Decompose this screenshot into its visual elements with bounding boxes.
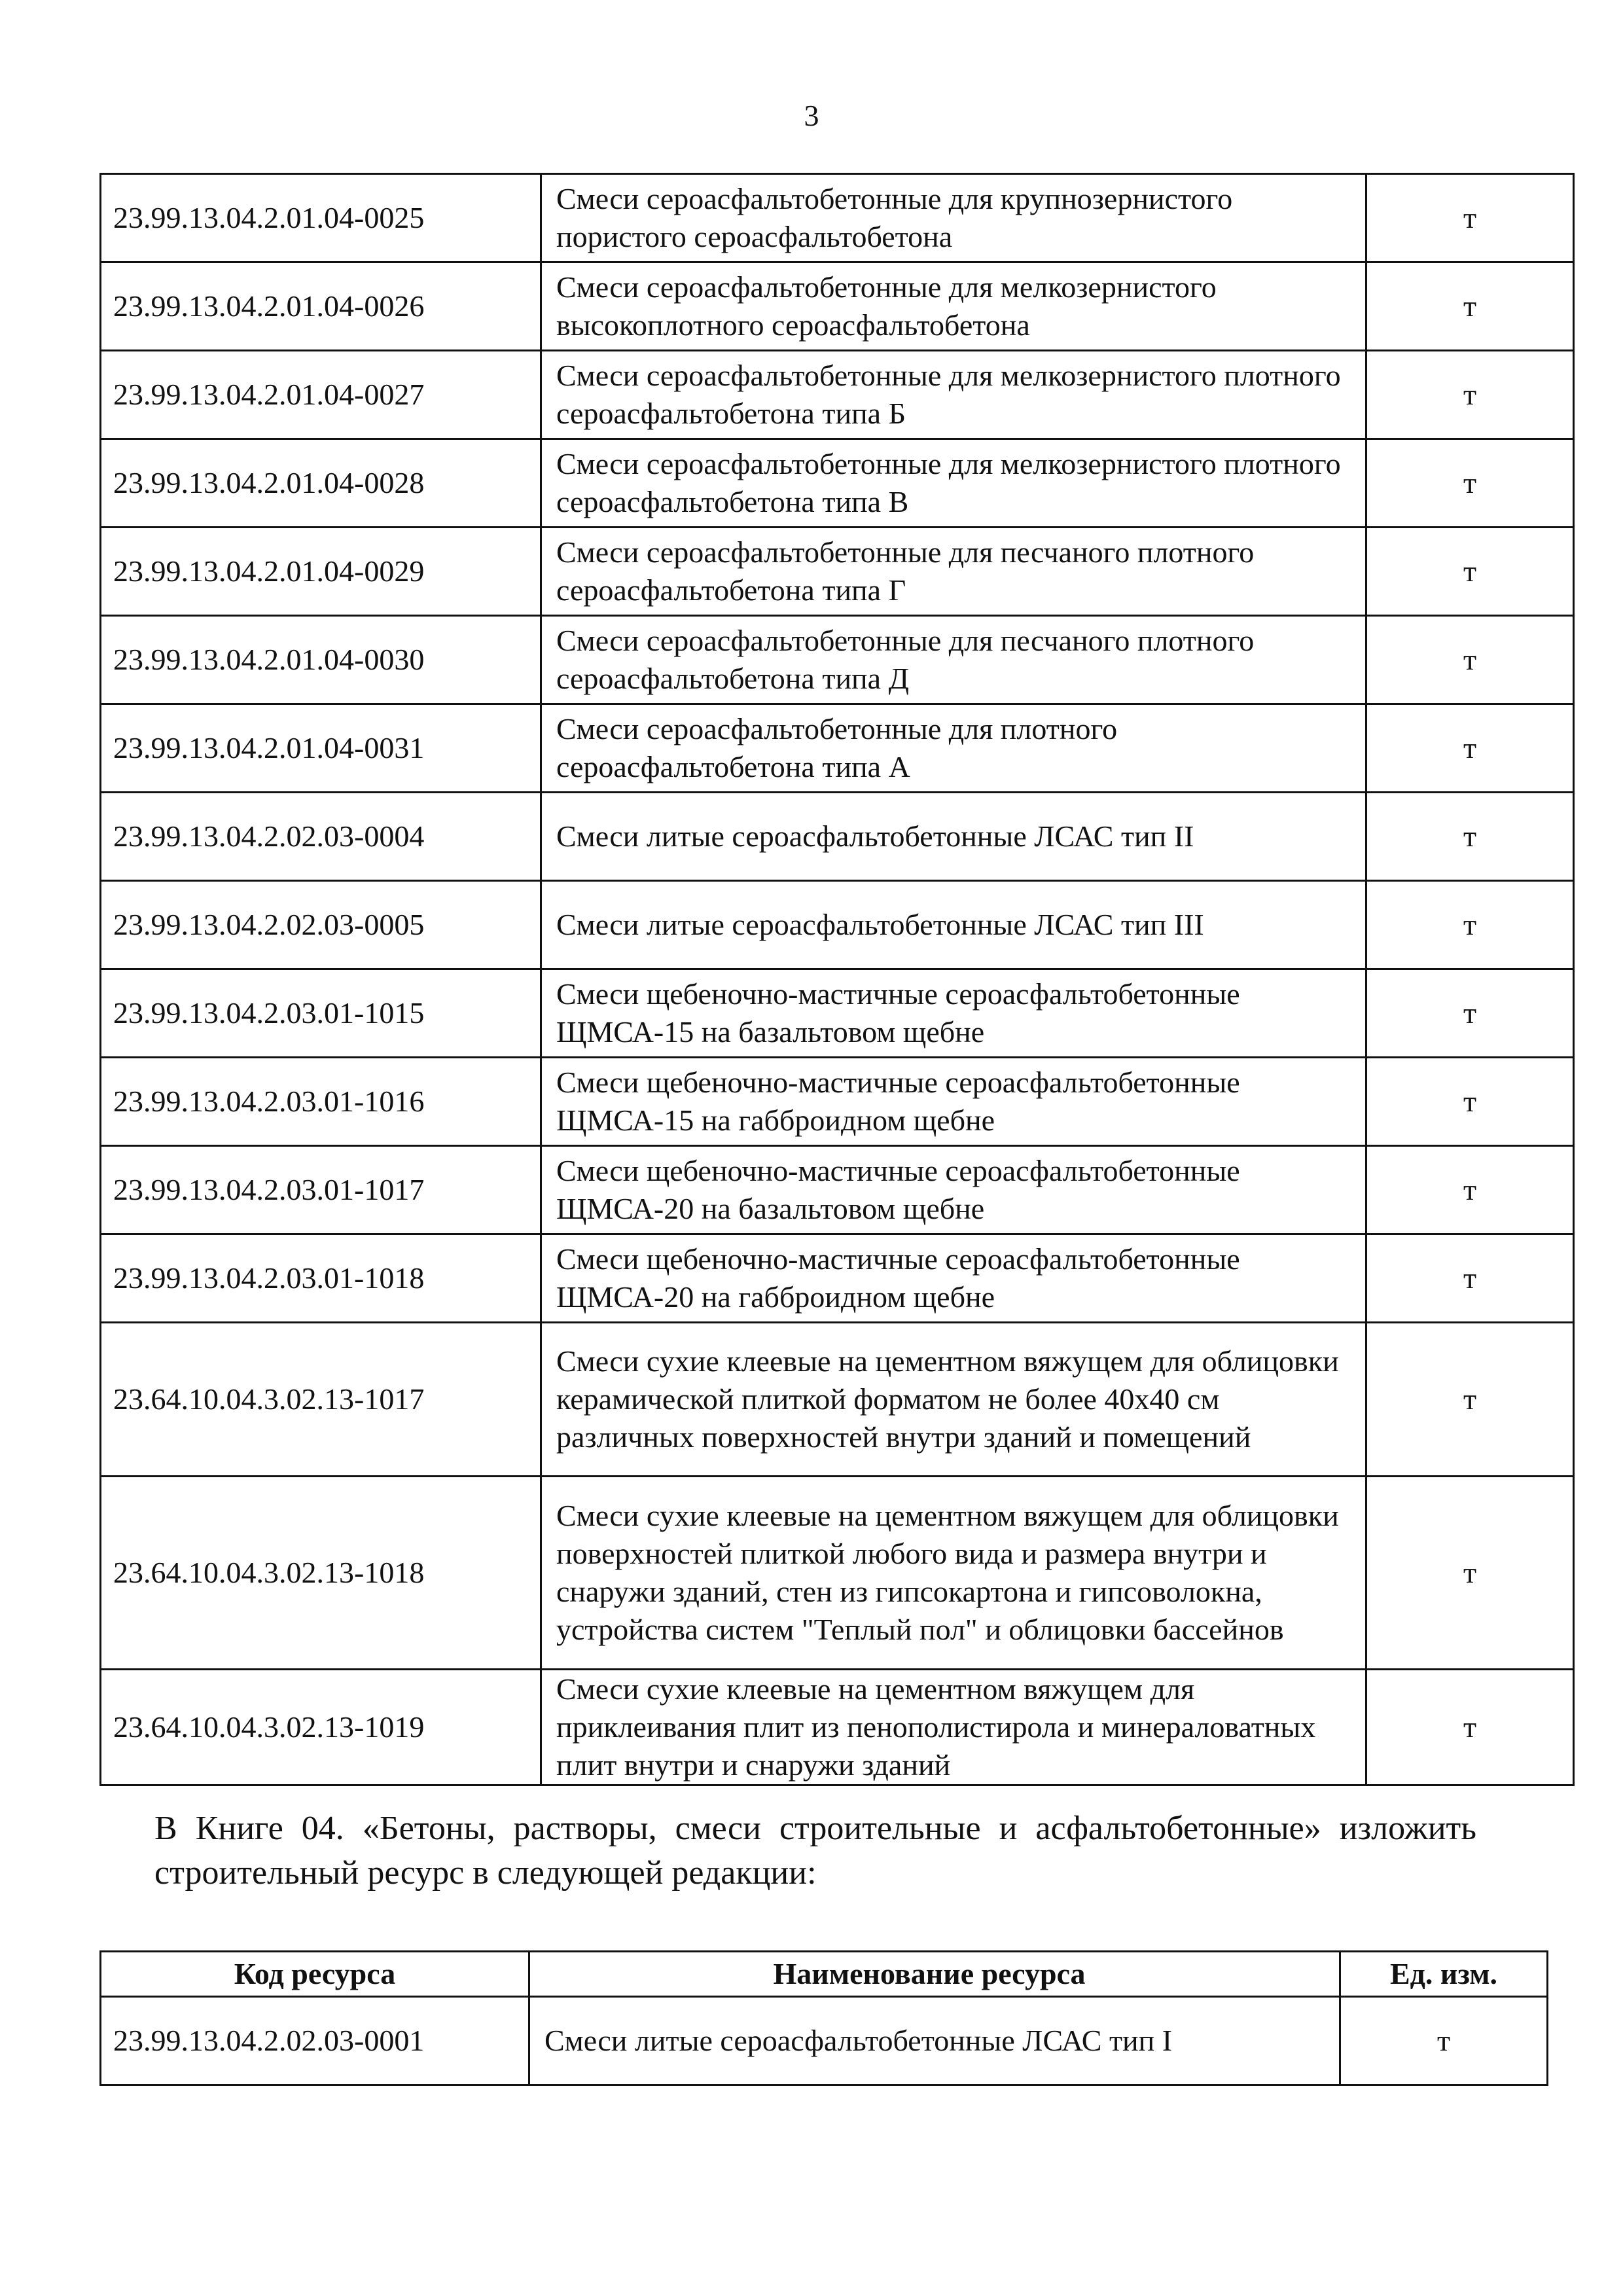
resource-unit: т <box>1366 1323 1574 1477</box>
resource-name: Смеси сухие клеевые на цементном вяжущем для облицовки керамической плиткой форматом не более 40х40 см различных поверхностей внутри зданий и помещений <box>541 1323 1366 1477</box>
table-row <box>101 1146 1574 1234</box>
resource-name: Смеси сухие клеевые на цементном вяжущем для приклеивания плит из пенополистирола и минераловатных плит внутри и снаружи зданий <box>541 1670 1366 1785</box>
resource-unit: т <box>1366 1146 1574 1234</box>
resource-table <box>99 173 1575 1786</box>
table-row <box>101 1323 1574 1477</box>
resource-unit: т <box>1366 1477 1574 1670</box>
resource-name: Смеси щебеночно-мастичные сероасфальтобетонные ЩМСА-20 на базальтовом щебне <box>541 1146 1366 1234</box>
resource-code: 23.99.13.04.2.01.04-0027 <box>101 351 541 439</box>
table-row <box>101 1997 1548 2085</box>
resource-code: 23.99.13.04.2.01.04-0028 <box>101 439 541 528</box>
resource-name: Смеси щебеночно-мастичные сероасфальтобетонные ЩМСА-15 на габброидном щебне <box>541 1058 1366 1146</box>
resource-name: Смеси сероасфальтобетонные для мелкозернистого плотного сероасфальтобетона типа В <box>541 439 1366 528</box>
table-row <box>101 881 1574 969</box>
table-row <box>101 793 1574 881</box>
resource-code: 23.99.13.04.2.03.01-1016 <box>101 1058 541 1146</box>
resource-unit: т <box>1366 262 1574 351</box>
resource-code: 23.99.13.04.2.01.04-0030 <box>101 616 541 704</box>
instruction-paragraph: В Книге 04. «Бетоны, растворы, смеси строительные и асфальтобетонные» изложить строительный ресурс в следующей редакции: <box>154 1810 1476 1892</box>
table-row <box>101 174 1574 262</box>
table-header-row <box>101 1952 1548 1997</box>
resource-unit: т <box>1366 704 1574 793</box>
resource-name: Смеси сероасфальтобетонные для мелкозернистого высокоплотного сероасфальтобетона <box>541 262 1366 351</box>
table-row <box>101 1234 1574 1323</box>
resource-unit: т <box>1366 439 1574 528</box>
resource-code: 23.64.10.04.3.02.13-1017 <box>101 1323 541 1477</box>
resource-unit: т <box>1366 351 1574 439</box>
resource-code: 23.99.13.04.2.01.04-0025 <box>101 174 541 262</box>
header-name: Наименование ресурса <box>529 1952 1340 1997</box>
resource-code: 23.99.13.04.2.01.04-0031 <box>101 704 541 793</box>
resource-name: Смеси сероасфальтобетонные для плотного сероасфальтобетона типа А <box>541 704 1366 793</box>
resource-name: Смеси сероасфальтобетонные для песчаного плотного сероасфальтобетона типа Г <box>541 528 1366 616</box>
resource-unit: т <box>1340 1997 1548 2085</box>
resource-code: 23.99.13.04.2.02.03-0004 <box>101 793 541 881</box>
page-number: 3 <box>804 99 819 132</box>
resource-code: 23.64.10.04.3.02.13-1019 <box>101 1670 541 1785</box>
table-row <box>101 704 1574 793</box>
resource-name: Смеси щебеночно-мастичные сероасфальтобетонные ЩМСА-20 на габброидном щебне <box>541 1234 1366 1323</box>
resource-code: 23.99.13.04.2.03.01-1015 <box>101 969 541 1058</box>
resource-unit: т <box>1366 174 1574 262</box>
resource-name: Смеси сероасфальтобетонные для мелкозернистого плотного сероасфальтобетона типа Б <box>541 351 1366 439</box>
table-row <box>101 1058 1574 1146</box>
revised-resource-table <box>99 1950 1548 2086</box>
table-row <box>101 1670 1574 1785</box>
resource-name: Смеси сухие клеевые на цементном вяжущем для облицовки поверхностей плиткой любого вида и размера внутри и снаружи зданий, стен из гипсокартона и гипсоволокна, устройства систем "Теплый пол" и облицовки бассейнов <box>541 1477 1366 1670</box>
resource-name: Смеси сероасфальтобетонные для песчаного плотного сероасфальтобетона типа Д <box>541 616 1366 704</box>
resource-code: 23.99.13.04.2.02.03-0005 <box>101 881 541 969</box>
table-row <box>101 262 1574 351</box>
resource-code: 23.99.13.04.2.03.01-1018 <box>101 1234 541 1323</box>
resource-name: Смеси щебеночно-мастичные сероасфальтобетонные ЩМСА-15 на базальтовом щебне <box>541 969 1366 1058</box>
resource-code: 23.99.13.04.2.01.04-0029 <box>101 528 541 616</box>
resource-code: 23.99.13.04.2.02.03-0001 <box>101 1997 529 2085</box>
header-unit: Ед. изм. <box>1340 1952 1548 1997</box>
resource-code: 23.99.13.04.2.03.01-1017 <box>101 1146 541 1234</box>
resource-unit: т <box>1366 1234 1574 1323</box>
table-row <box>101 616 1574 704</box>
resource-unit: т <box>1366 1670 1574 1785</box>
resource-unit: т <box>1366 969 1574 1058</box>
resource-code: 23.99.13.04.2.01.04-0026 <box>101 262 541 351</box>
resource-name: Смеси литые сероасфальтобетонные ЛСАС тип I <box>529 1997 1340 2085</box>
header-code: Код ресурса <box>101 1952 529 1997</box>
resource-unit: т <box>1366 793 1574 881</box>
table-row <box>101 969 1574 1058</box>
resource-unit: т <box>1366 1058 1574 1146</box>
table-row <box>101 351 1574 439</box>
resource-unit: т <box>1366 616 1574 704</box>
resource-unit: т <box>1366 528 1574 616</box>
table-row <box>101 439 1574 528</box>
resource-name: Смеси литые сероасфальтобетонные ЛСАС тип II <box>541 793 1366 881</box>
resource-code: 23.64.10.04.3.02.13-1018 <box>101 1477 541 1670</box>
table-row <box>101 1477 1574 1670</box>
resource-name: Смеси сероасфальтобетонные для крупнозернистого пористого сероасфальтобетона <box>541 174 1366 262</box>
resource-unit: т <box>1366 881 1574 969</box>
resource-name: Смеси литые сероасфальтобетонные ЛСАС тип III <box>541 881 1366 969</box>
table-row <box>101 528 1574 616</box>
